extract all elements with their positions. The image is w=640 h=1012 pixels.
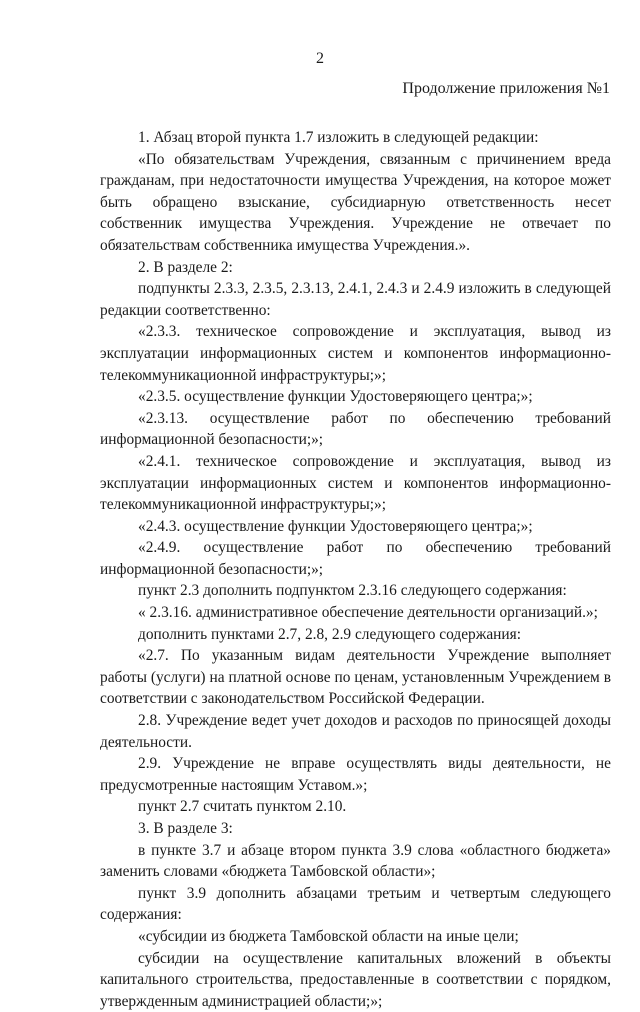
paragraph: 2.9. Учреждение не вправе осуществлять виды деятельности, не предусмотренные настоящим Уставом.»; (100, 755, 611, 794)
paragraph: в пункте 3.7 и абзаце втором пункта 3.9 слова «областного бюджета» заменить словами «бюджета Тамбовской области»; (100, 841, 611, 881)
paragraph: «2.7. По указанным видам деятельности Учреждение выполняет работы (услуги) на платной основе по ценам, установленным Учреждением в соответствии с законодательством Российской Федерации. (100, 647, 611, 708)
paragraph: «2.4.3. осуществление функции Удостоверяющего центра;»; (138, 517, 533, 535)
paragraph: «2.4.1. техническое сопровождение и эксплуатация, вывод из эксплуатации информационных систем и компонентов информационно-телекоммуникационной инфраструктуры;»; (100, 452, 611, 514)
document-body (100, 127, 611, 1012)
paragraph: дополнить пунктами 2.7, 2.8, 2.9 следующего содержания: (138, 625, 522, 643)
page-number: 2 (316, 50, 324, 67)
paragraph: «2.3.3. техническое сопровождение и эксплуатация, вывод из эксплуатации информационных систем и компонентов информационно-телекоммуникационной инфраструктуры;»; (100, 323, 611, 384)
paragraph: «2.3.5. осуществление функции Удостоверяющего центра;»; (138, 388, 533, 406)
paragraph: «2.4.9. осуществление работ по обеспечению требований информационной безопасности;»; (100, 539, 611, 578)
appendix-label: Продолжение приложения №1 (402, 80, 610, 97)
paragraph: « 2.3.16. административное обеспечение деятельности организаций.»; (138, 604, 598, 622)
paragraph: «По обязательствам Учреждения, связанным с причинением вреда гражданам, при недостаточности имущества Учреждения, на которое может быть обращено взыскание, субсидиарную ответственность несет собственник имущества Учреждения. Учреждение не отвечает по обязательствам собственника имущества Учреждения.». (100, 150, 611, 254)
paragraph: 2.8. Учреждение ведет учет доходов и расходов по приносящей доходы деятельности. (100, 712, 611, 751)
paragraph: субсидии на осуществление капитальных вложений в объекты капитального строительства, предоставленные в соответствии с порядком, утвержденным администрацией области;»; (100, 949, 611, 1010)
paragraph: пункт 2.7 считать пунктом 2.10. (138, 798, 347, 816)
paragraph: 2. В разделе 2: (138, 258, 233, 276)
paragraph: подпункты 2.3.3, 2.3.5, 2.3.13, 2.4.1, 2.4.3 и 2.4.9 изложить в следующей редакции соответственно: (100, 280, 611, 319)
paragraph: 1. Абзац второй пункта 1.7 изложить в следующей редакции: (138, 129, 539, 146)
paragraph: пункт 3.9 дополнить абзацами третьим и четвертым следующего содержания: (100, 884, 611, 924)
paragraph: «субсидии из бюджета Тамбовской области на иные цели; (138, 927, 519, 945)
paragraph: 3. В разделе 3: (138, 820, 233, 837)
paragraph: пункт 2.3 дополнить подпунктом 2.3.16 следующего содержания: (138, 582, 567, 600)
paragraph: «2.3.13. осуществление работ по обеспечению требований информационной безопасности;»; (100, 409, 611, 449)
